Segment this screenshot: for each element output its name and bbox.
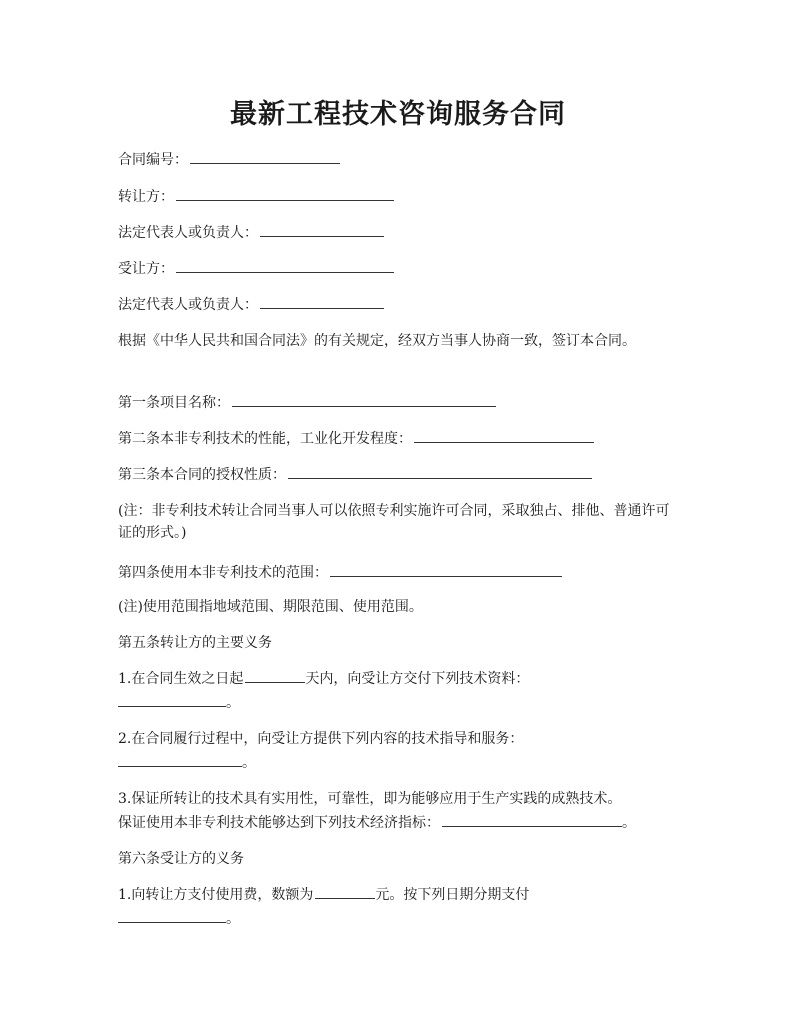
- fee-amount-blank[interactable]: [315, 884, 375, 899]
- legal-rep-2-label: 法定代表人或负责人：: [118, 297, 258, 313]
- article-3-label: 第三条本合同的授权性质：: [118, 467, 286, 483]
- indicators-blank[interactable]: [442, 812, 622, 827]
- scope-blank[interactable]: [330, 562, 562, 577]
- legal-rep-1-row: [118, 222, 678, 244]
- article-5-item-3-label: 保证使用本非专利技术能够达到下列技术经济指标：: [118, 815, 440, 831]
- article-5-item-3-line-1: 3.保证所转让的技术具有实用性，可靠性，即为能够应用于生产实践的成熟技术。: [118, 791, 622, 807]
- authorization-blank[interactable]: [288, 464, 592, 479]
- transferor-row: [118, 186, 678, 208]
- article-2-label: 第二条本非专利技术的性能，工业化开发程度：: [118, 431, 412, 447]
- performance-blank[interactable]: [414, 428, 594, 443]
- document-title: 最新工程技术咨询服务合同: [230, 99, 566, 130]
- article-5-item-2-period: 。: [242, 755, 256, 771]
- legal-rep-1-label: 法定代表人或负责人：: [118, 225, 258, 241]
- article-5-item-1: [118, 668, 678, 690]
- tech-docs-blank[interactable]: [118, 692, 226, 707]
- article-6-heading: 第六条受让方的义务: [118, 851, 244, 867]
- transferor-label: 转让方：: [118, 189, 174, 205]
- article-5-heading: 第五条转让方的主要义务: [118, 635, 272, 651]
- article-6-item-1-cont: [118, 908, 678, 930]
- contract-number-row: [118, 149, 678, 171]
- contract-number-blank[interactable]: [190, 149, 340, 164]
- article-5-item-3-line-2: [118, 812, 678, 834]
- article-5-item-2-cont: [118, 752, 678, 774]
- article-3-row: [118, 464, 678, 486]
- transferee-label: 受让方：: [118, 261, 174, 277]
- legal-rep-1-blank[interactable]: [260, 222, 384, 237]
- article-5-item-2: 2.在合同履行过程中，向受让方提供下列内容的技术指导和服务：: [118, 731, 524, 747]
- article-5-item-1-post: 天内，向受让方交付下列技术资料：: [305, 671, 530, 687]
- legal-rep-2-row: [118, 294, 678, 316]
- article-6-item-1-pre: 1.向转让方支付使用费，数额为: [118, 887, 314, 903]
- article-5-item-1-period: 。: [226, 695, 240, 711]
- contract-number-label: 合同编号：: [118, 152, 188, 168]
- transferor-blank[interactable]: [176, 186, 394, 201]
- transferee-row: [118, 258, 678, 280]
- payment-schedule-blank[interactable]: [118, 908, 226, 923]
- note-1: (注：非专利技术转让合同当事人可以依照专利实施许可合同，采取独占、排他、普通许可证的形式。): [118, 503, 670, 541]
- guidance-blank[interactable]: [118, 752, 242, 767]
- days-blank[interactable]: [245, 668, 305, 683]
- article-2-row: [118, 428, 678, 450]
- article-5-item-1-cont: [118, 692, 678, 714]
- article-6-item-1: [118, 884, 678, 906]
- article-1-row: [118, 392, 678, 414]
- article-6-item-1-period: 。: [226, 911, 240, 927]
- intro-paragraph: 根据《中华人民共和国合同法》的有关规定，经双方当事人协商一致，签订本合同。: [118, 333, 636, 349]
- legal-rep-2-blank[interactable]: [260, 294, 384, 309]
- project-name-blank[interactable]: [232, 392, 496, 407]
- article-5-item-3-period: 。: [622, 815, 636, 831]
- note-2: (注)使用范围指地域范围、期限范围、使用范围。: [118, 599, 423, 615]
- article-1-label: 第一条项目名称：: [118, 395, 230, 411]
- article-5-item-1-pre: 1.在合同生效之日起: [118, 671, 244, 687]
- transferee-blank[interactable]: [176, 258, 394, 273]
- article-4-row: [118, 562, 678, 584]
- article-4-label: 第四条使用本非专利技术的范围：: [118, 565, 328, 581]
- article-6-item-1-post: 元。按下列日期分期支付: [375, 887, 530, 903]
